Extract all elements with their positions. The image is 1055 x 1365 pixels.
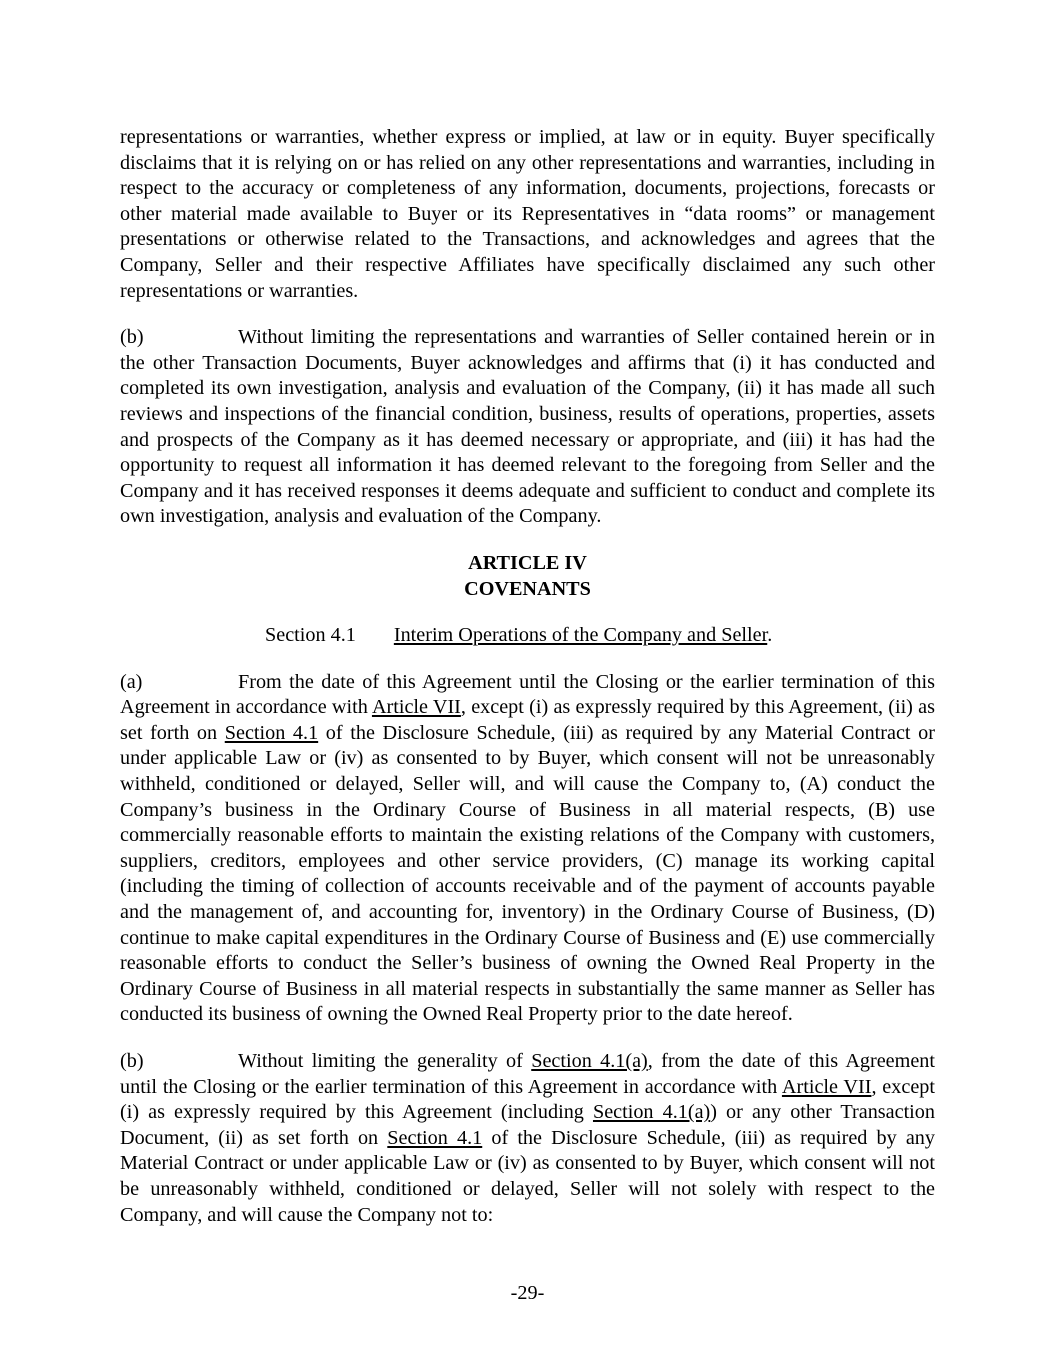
- paragraph-text: [120, 671, 935, 1026]
- text-run: , except (i) as expressly required by this Agreement, (ii) as set forth on: [120, 696, 935, 744]
- text-run: of the Disclosure Schedule, (iii) as required by any Material Contract or under applicable Law or (iv) as consented to by Buyer, which consent will not be unreasonably withheld, conditioned or delayed, Seller will, and will cause the Company to, (A) conduct the Company’s business in the Ordinary Course of Business in all material respects, (B) use commercially reasonable efforts to maintain the existing relations of the Company with customers, suppliers, creditors, employees and other service providers, (C) manage its working capital (including the timing of collection of accounts receivable and of the payment of accounts payable and the management of, and accounting for, inventory) in the Ordinary Course of Business, (D) continue to make capital expenditures in the Ordinary Course of Business and (E) use commercially reasonable efforts to conduct the Seller’s business of owning the Owned Real Property in the Ordinary Course of Business in all material respects in substantially the same manner as Seller has conducted its business of owning the Owned Real Property prior to the date hereof.: [120, 721, 935, 1026]
- cross-reference: Section 4.1: [387, 1126, 483, 1149]
- text-run: of the Disclosure Schedule, (iii) as required by any Material Contract or under applicable Law or (iv) as consented to by Buyer, which consent will not be unreasonably withheld, conditioned or delayed, Seller will not solely with respect to the Company, and will cause the Company not to:: [120, 1126, 935, 1226]
- paragraph-continuation: representations or warranties, whether express or implied, at law or in equity. Buyer specifically disclaims that it is relying on or has relied on any other representations and warranties, including in respect to the accuracy or completeness of any information, documents, projections, forecasts or other material made available to Buyer or its Representatives in “data rooms” or management presentations or otherwise related to the Transactions, and acknowledges and agrees that the Company, Seller and their respective Affiliates have specifically disclaimed any such other representations or warranties.: [120, 126, 935, 302]
- section-4-1-a: [120, 670, 935, 1028]
- text-run: Without limiting the generality of: [238, 1050, 532, 1072]
- paragraph-label: (b): [120, 326, 144, 349]
- paragraph-label: (b): [120, 1050, 144, 1072]
- paragraph-b-disclaimer: [120, 325, 935, 530]
- cross-reference: Article VII: [781, 1075, 872, 1098]
- document-body: [120, 125, 935, 1228]
- cross-reference: Article VII: [371, 696, 461, 719]
- text-run: , except (i) as expressly required by this Agreement (including: [120, 1075, 935, 1124]
- text-run: , from the date of this Agreement until the Closing or the earlier termination of this Agreement in accordance with: [120, 1050, 935, 1098]
- section-heading: [120, 623, 935, 649]
- text-run: From the date of this Agreement until the Closing or the earlier termination of this Agreement in accordance with: [120, 670, 935, 719]
- article-number: ARTICLE IV: [468, 551, 587, 574]
- page-number: -29-: [510, 1282, 545, 1304]
- paragraph-label: (a): [120, 670, 143, 693]
- article-title: COVENANTS: [464, 577, 591, 600]
- section-number: Section 4.1: [265, 624, 356, 647]
- section-4-1-b: [120, 1049, 935, 1228]
- section-terminator: .: [767, 624, 773, 647]
- paragraph-text: Without limiting the representations and warranties of Seller contained herein or in the other Transaction Documents, Buyer acknowledges and affirms that (i) it has conducted and completed its own investigation, analysis and evaluation of the Company, (ii) it has made all such reviews and inspections of the financial condition, business, results of operations, properties, assets and prospects of the Company as it has deemed necessary or appropriate, and (iii) it has had the opportunity to request all information it has deemed relevant to the foregoing from Seller and the Company and it has received responses it deems adequate and sufficient to conduct and complete its own investigation, analysis and evaluation of the Company.: [120, 326, 935, 528]
- cross-reference: Section 4.1: [224, 721, 319, 744]
- section-title: Interim Operations of the Company and Seller: [393, 624, 768, 647]
- cross-reference: Section 4.1(a): [592, 1101, 711, 1124]
- paragraph-text: [120, 1050, 935, 1226]
- article-heading: [120, 551, 935, 602]
- text-run: ) or any other Transaction Document, (ii) as set forth on: [120, 1101, 935, 1149]
- cross-reference: Section 4.1(a): [531, 1050, 648, 1072]
